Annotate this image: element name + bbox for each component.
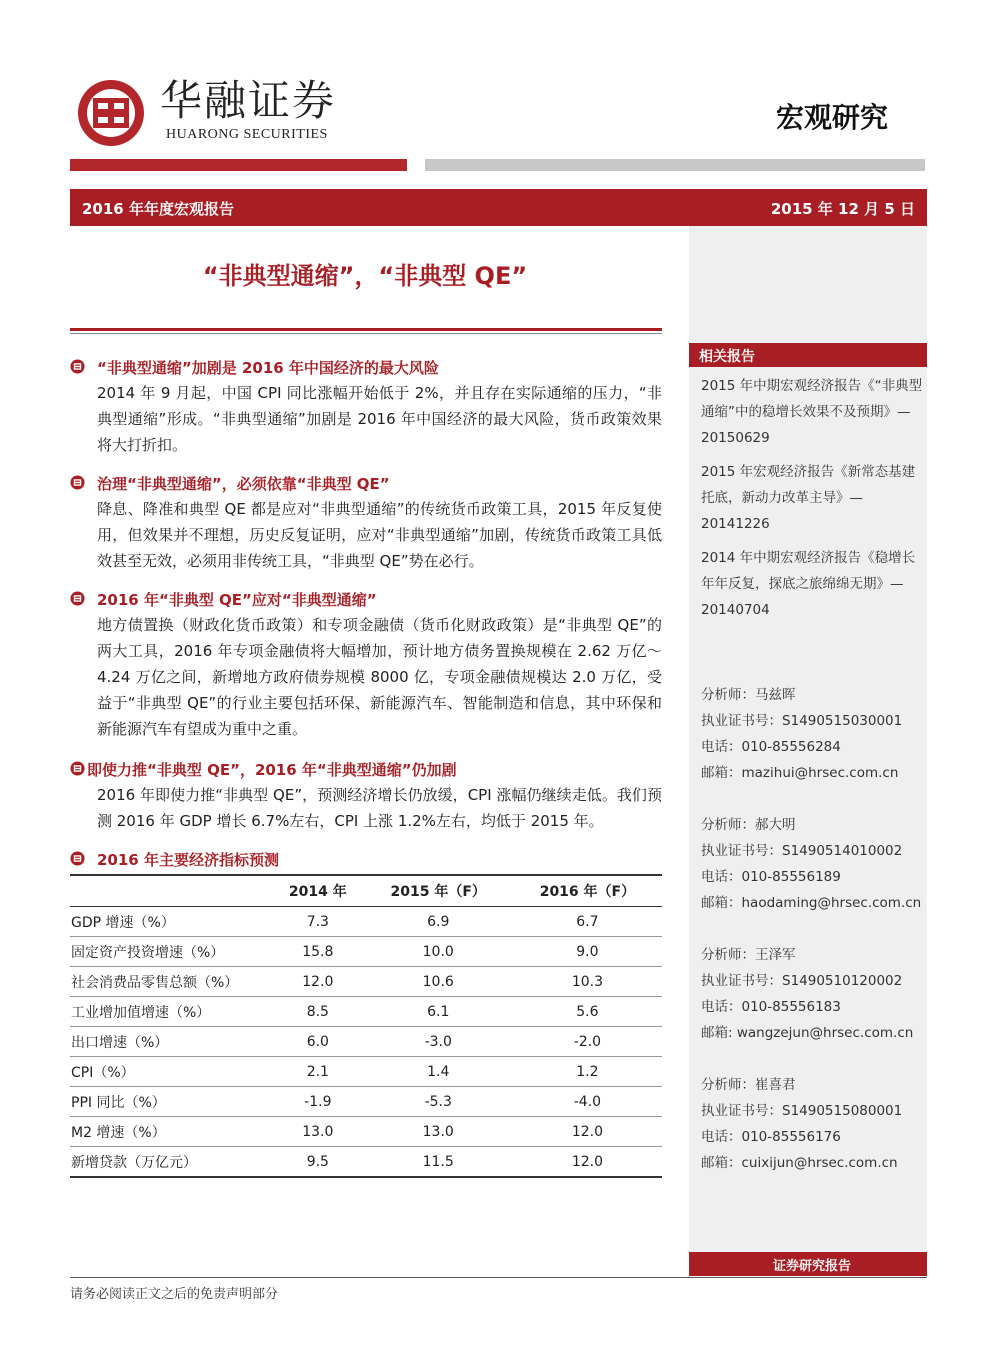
section-heading-text: 2016 年“非典型 QE”应对“非典型通缩” <box>97 591 377 609</box>
section-2 <box>70 472 662 574</box>
section-heading-text: 治理“非典型通缩”，必须依靠“非典型 QE” <box>97 475 390 493</box>
table-cell: 工业增加值增速（%） <box>70 997 272 1027</box>
analyst-card <box>701 942 923 1046</box>
analyst-email: 邮箱: wangzejun@hrsec.com.cn <box>701 1025 914 1041</box>
table-cell: -1.9 <box>272 1087 364 1117</box>
section-1 <box>70 356 662 458</box>
table-cell: 6.9 <box>364 907 513 937</box>
analyst-email: 邮箱：haodaming@hrsec.com.cn <box>701 895 922 911</box>
analyst-name: 分析师：王泽军 <box>701 947 796 963</box>
table-cell: 12.0 <box>513 1117 662 1147</box>
report-type: 2016 年年度宏观报告 <box>82 200 234 218</box>
table-cell: 2.1 <box>272 1057 364 1087</box>
huarong-bullet-icon <box>70 475 85 490</box>
table-cell: 1.4 <box>364 1057 513 1087</box>
table-cell: 13.0 <box>364 1117 513 1147</box>
table-cell: 15.8 <box>272 937 364 967</box>
table-cell: 10.6 <box>364 967 513 997</box>
table-cell: 12.0 <box>272 967 364 997</box>
section-paragraph: 2016 年即使力推“非典型 QE”，预测经济增长仍放缓，CPI 涨幅仍继续走低。我们预测 2016 年 GDP 增长 6.7%左右，CPI 上涨 1.2%左右，均低于 2015 年。 <box>97 786 662 830</box>
table-row <box>70 1117 662 1147</box>
table-cell: 9.0 <box>513 937 662 967</box>
analyst-cert: 执业证书号：S1490510120002 <box>701 973 903 989</box>
section-body <box>97 496 662 574</box>
analyst-phone: 电话：010-85556183 <box>701 999 841 1015</box>
table-header-cell: 2014 年 <box>272 875 364 907</box>
huarong-bullet-icon <box>70 591 85 606</box>
table-cell: 6.0 <box>272 1027 364 1057</box>
table-cell: 固定资产投资增速（%） <box>70 937 272 967</box>
table-row <box>70 907 662 937</box>
analyst-name: 分析师：郝大明 <box>701 817 796 833</box>
sidebar-footer-label: 证券研究报告 <box>772 1259 851 1274</box>
table-cell: 6.1 <box>364 997 513 1027</box>
analyst-email: 邮箱：cuixijun@hrsec.com.cn <box>701 1155 898 1171</box>
table-row <box>70 1147 662 1178</box>
table-header-cell: 2015 年（F） <box>364 875 513 907</box>
table-cell: PPI 同比（%） <box>70 1087 272 1117</box>
section-heading <box>70 356 662 380</box>
table-cell: 13.0 <box>272 1117 364 1147</box>
table-cell: 11.5 <box>364 1147 513 1178</box>
analyst-phone: 电话：010-85556189 <box>701 869 841 885</box>
table-cell: 5.6 <box>513 997 662 1027</box>
huarong-bullet-icon <box>70 761 85 776</box>
table-cell: 9.5 <box>272 1147 364 1178</box>
section-5 <box>70 848 662 872</box>
analyst-name: 分析师：崔喜君 <box>701 1077 796 1093</box>
table-cell: 10.3 <box>513 967 662 997</box>
related-report: 2014 年中期宏观经济报告《稳增长年年反复，探底之旅绵绵无期》—20140704 <box>701 550 916 618</box>
huarong-bullet-icon <box>70 851 85 866</box>
table-header-cell: 2016 年（F） <box>513 875 662 907</box>
table-header-cell <box>70 875 272 907</box>
huarong-bullet-icon <box>70 359 85 374</box>
table-cell: -2.0 <box>513 1027 662 1057</box>
title-rule <box>70 328 662 331</box>
analyst-cert: 执业证书号：S1490515030001 <box>701 713 903 729</box>
brand-name-cn: 华融证券 <box>160 76 337 125</box>
table-row <box>70 997 662 1027</box>
table-cell: M2 增速（%） <box>70 1117 272 1147</box>
report-title: “非典型通缩”，“非典型 QE” <box>202 262 528 290</box>
section-heading <box>70 848 662 872</box>
table-row <box>70 1057 662 1087</box>
section-paragraph: 2014 年 9 月起，中国 CPI 同比涨幅开始低于 2%，并且存在实际通缩的压力，“非典型通缩”形成。“非典型通缩”加剧是 2016 年中国经济的最大风险，货币政策效果将大打折扣。 <box>97 384 662 454</box>
table-cell: -3.0 <box>364 1027 513 1057</box>
report-date: 2015 年 12 月 5 日 <box>770 200 915 218</box>
analyst-card <box>701 812 923 916</box>
table-cell: 6.7 <box>513 907 662 937</box>
table-header-row <box>70 875 662 907</box>
analyst-cert: 执业证书号：S1490514010002 <box>701 843 903 859</box>
table-cell: -5.3 <box>364 1087 513 1117</box>
analyst-name: 分析师：马兹晖 <box>701 687 796 703</box>
analyst-email: 邮箱：mazihui@hrsec.com.cn <box>701 765 899 781</box>
table-cell: -4.0 <box>513 1087 662 1117</box>
related-report: 2015 年宏观经济报告《新常态基建托底，新动力改革主导》—20141226 <box>701 464 916 532</box>
report-band <box>70 189 927 226</box>
table-cell: CPI（%） <box>70 1057 272 1087</box>
section-paragraph: 降息、降准和典型 QE 都是应对“非典型通缩”的传统货币政策工具，2015 年反复使用，但效果并不理想，历史反复证明，应对“非典型通缩”加剧，传统货币政策工具低效甚至无效，必须用非传统工具，“非典型 QE”势在必行。 <box>97 500 662 570</box>
section-body <box>97 612 662 742</box>
related-reports-header <box>689 343 927 367</box>
analyst-cert: 执业证书号：S1490515080001 <box>701 1103 903 1119</box>
table-row <box>70 967 662 997</box>
table-cell: 8.5 <box>272 997 364 1027</box>
table-cell: 12.0 <box>513 1147 662 1178</box>
table-cell: 新增贷款（万亿元） <box>70 1147 272 1178</box>
footer-rule <box>70 1277 927 1278</box>
analyst-list <box>701 682 923 1202</box>
section-body <box>97 782 662 834</box>
analyst-phone: 电话：010-85556176 <box>701 1129 841 1145</box>
table-cell: 10.0 <box>364 937 513 967</box>
related-reports-title: 相关报告 <box>699 349 755 365</box>
title-rule-thin <box>70 333 662 334</box>
header-grey-bar <box>425 159 925 171</box>
analyst-card <box>701 682 923 786</box>
disclaimer-note: 请务必阅读正文之后的免责声明部分 <box>70 1287 279 1302</box>
section-body <box>97 380 662 458</box>
header-red-bar <box>70 159 407 171</box>
table-cell: 1.2 <box>513 1057 662 1087</box>
brand-name-en: HUARONG SECURITIES <box>166 127 328 142</box>
sidebar-footer-band <box>689 1252 927 1276</box>
table-cell: GDP 增速（%） <box>70 907 272 937</box>
department-label: 宏观研究 <box>776 101 889 134</box>
related-report: 2015 年中期宏观经济报告《“非典型通缩”中的稳增长效果不及预期》—20150629 <box>701 378 923 446</box>
huarong-logo <box>76 78 146 148</box>
table-row <box>70 937 662 967</box>
section-4 <box>70 758 662 834</box>
section-heading <box>70 472 662 496</box>
table-cell: 7.3 <box>272 907 364 937</box>
section-3 <box>70 588 662 742</box>
table-cell: 出口增速（%） <box>70 1027 272 1057</box>
section-heading-text: “非典型通缩”加剧是 2016 年中国经济的最大风险 <box>97 359 439 377</box>
analyst-phone: 电话：010-85556284 <box>701 739 841 755</box>
section-heading-text: 2016 年主要经济指标预测 <box>97 851 279 869</box>
section-heading-text: 即使力推“非典型 QE”，2016 年“非典型通缩”仍加剧 <box>87 761 457 779</box>
table-row <box>70 1087 662 1117</box>
section-heading <box>70 588 662 612</box>
section-heading <box>70 758 662 782</box>
forecast-table <box>70 874 662 1178</box>
section-paragraph: 地方债置换（财政化货币政策）和专项金融债（货币化财政政策）是“非典型 QE”的两大工具，2016 年专项金融债将大幅增加，预计地方债务置换规模在 2.62 万亿～4.24 万亿之间，新增地方政府债券规模 8000 亿，专项金融债规模达 2.0 万亿，受益于“非典型 QE”的行业主要包括环保、新能源汽车、智能制造和信息，其中环保和新能源汽车有望成为重中之重。 <box>97 616 662 738</box>
table-cell: 社会消费品零售总额（%） <box>70 967 272 997</box>
analyst-card <box>701 1072 923 1176</box>
table-row <box>70 1027 662 1057</box>
related-reports-list <box>701 373 923 631</box>
